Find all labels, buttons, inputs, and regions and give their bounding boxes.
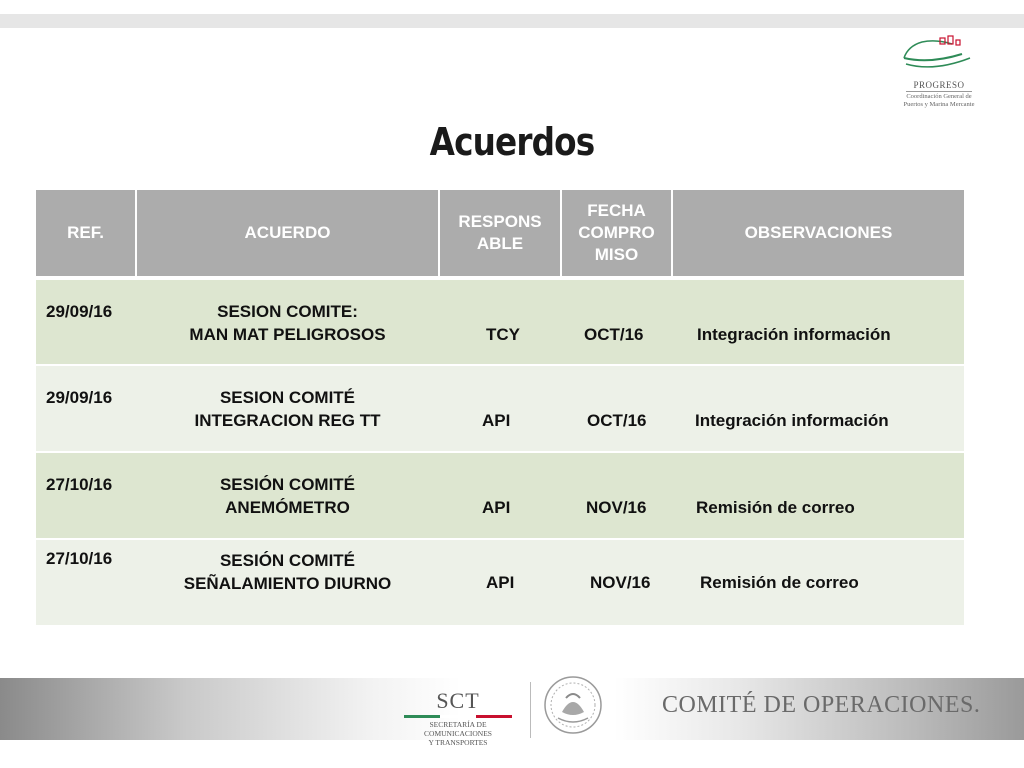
logo-brand-text: PROGRESO xyxy=(913,80,965,90)
sct-subtitle-line: SECRETARÍA DE xyxy=(429,720,487,729)
table-row xyxy=(36,539,964,626)
acuerdo-line: SESIÓN COMITÉ xyxy=(219,551,356,570)
header-ref: REF. xyxy=(36,190,136,278)
logo-subtitle-line: Puertos y Marina Mercante xyxy=(903,101,975,108)
cell-observaciones xyxy=(672,452,964,539)
fecha-value: NOV/16 xyxy=(590,573,651,592)
observaciones-value: Remisión de correo xyxy=(700,573,859,592)
sct-subtitle xyxy=(402,720,514,747)
cell-observaciones xyxy=(672,365,964,452)
cell-responsable xyxy=(439,365,561,452)
responsable-value: TCY xyxy=(486,325,520,344)
cell-ref xyxy=(36,539,136,626)
ref-value: 27/10/16 xyxy=(46,475,113,494)
header-acuerdo: ACUERDO xyxy=(136,190,439,278)
cell-ref xyxy=(36,452,136,539)
agreements-table xyxy=(36,190,964,627)
cell-responsable xyxy=(439,539,561,626)
observaciones-value: Remisión de correo xyxy=(696,498,855,517)
fecha-value: OCT/16 xyxy=(584,325,644,344)
responsable-value: API xyxy=(482,411,511,430)
acuerdo-line: SESION COMITÉ xyxy=(219,388,356,407)
footer-divider xyxy=(530,682,531,738)
header-line: RESPONS xyxy=(458,212,542,231)
cell-fecha xyxy=(561,365,672,452)
responsable-value: API xyxy=(486,573,515,592)
sct-mark: SCT xyxy=(436,688,480,713)
logo-subtitle xyxy=(886,93,992,109)
committee-name: COMITÉ DE OPERACIONES. xyxy=(662,692,981,718)
header-line: FECHA xyxy=(587,201,646,220)
logo-rule xyxy=(906,91,972,92)
sct-logo xyxy=(402,688,514,748)
progreso-logo xyxy=(886,34,992,114)
table-row xyxy=(36,278,964,365)
ref-value: 29/09/16 xyxy=(46,388,113,407)
page-title: Acuerdos xyxy=(429,120,595,164)
flag-stripe xyxy=(404,715,512,718)
cell-acuerdo xyxy=(136,278,439,365)
cell-fecha xyxy=(561,278,672,365)
cell-fecha xyxy=(561,452,672,539)
cell-acuerdo xyxy=(136,365,439,452)
sct-subtitle-line: COMUNICACIONES xyxy=(424,729,492,738)
header-observaciones: OBSERVACIONES xyxy=(672,190,964,278)
acuerdo-line: INTEGRACION REG TT xyxy=(194,411,381,430)
acuerdo-line: ANEMÓMETRO xyxy=(225,498,350,517)
cell-acuerdo xyxy=(136,452,439,539)
cell-fecha xyxy=(561,539,672,626)
fecha-value: NOV/16 xyxy=(586,498,647,517)
acuerdo-line: SEÑALAMIENTO DIURNO xyxy=(183,574,392,593)
flag-red xyxy=(476,715,512,718)
cell-ref xyxy=(36,278,136,365)
flag-white xyxy=(440,715,476,718)
responsable-value: API xyxy=(482,498,511,517)
header-line: MISO xyxy=(594,245,639,264)
top-band xyxy=(0,14,1024,28)
observaciones-value: Integración información xyxy=(697,325,891,344)
national-seal-icon xyxy=(542,674,604,736)
acuerdo-value xyxy=(136,473,439,519)
acuerdo-line: MAN MAT PELIGROSOS xyxy=(189,325,386,344)
cell-observaciones xyxy=(672,278,964,365)
header-line: COMPRO xyxy=(578,223,655,242)
sct-subtitle-line: Y TRANSPORTES xyxy=(428,738,488,747)
acuerdo-value xyxy=(136,300,439,346)
header-fecha-compromiso xyxy=(561,190,672,278)
logo-subtitle-line: Coordinación General de xyxy=(906,93,972,100)
acuerdo-line: SESIÓN COMITÉ xyxy=(219,475,356,494)
header-responsable xyxy=(439,190,561,278)
cell-responsable xyxy=(439,278,561,365)
header-line: ABLE xyxy=(476,234,524,253)
acuerdo-line: SESION COMITE: xyxy=(217,302,358,321)
fecha-value: OCT/16 xyxy=(587,411,647,430)
table-row xyxy=(36,365,964,452)
ship-icon xyxy=(900,34,978,78)
ref-value: 27/10/16 xyxy=(46,549,113,568)
ref-value: 29/09/16 xyxy=(46,302,113,321)
acuerdo-value xyxy=(136,549,439,595)
cell-responsable xyxy=(439,452,561,539)
flag-green xyxy=(404,715,440,718)
table-row xyxy=(36,452,964,539)
acuerdo-value xyxy=(136,386,439,432)
cell-ref xyxy=(36,365,136,452)
cell-acuerdo xyxy=(136,539,439,626)
observaciones-value: Integración información xyxy=(695,411,889,430)
cell-observaciones xyxy=(672,539,964,626)
table-header-row xyxy=(36,190,964,278)
